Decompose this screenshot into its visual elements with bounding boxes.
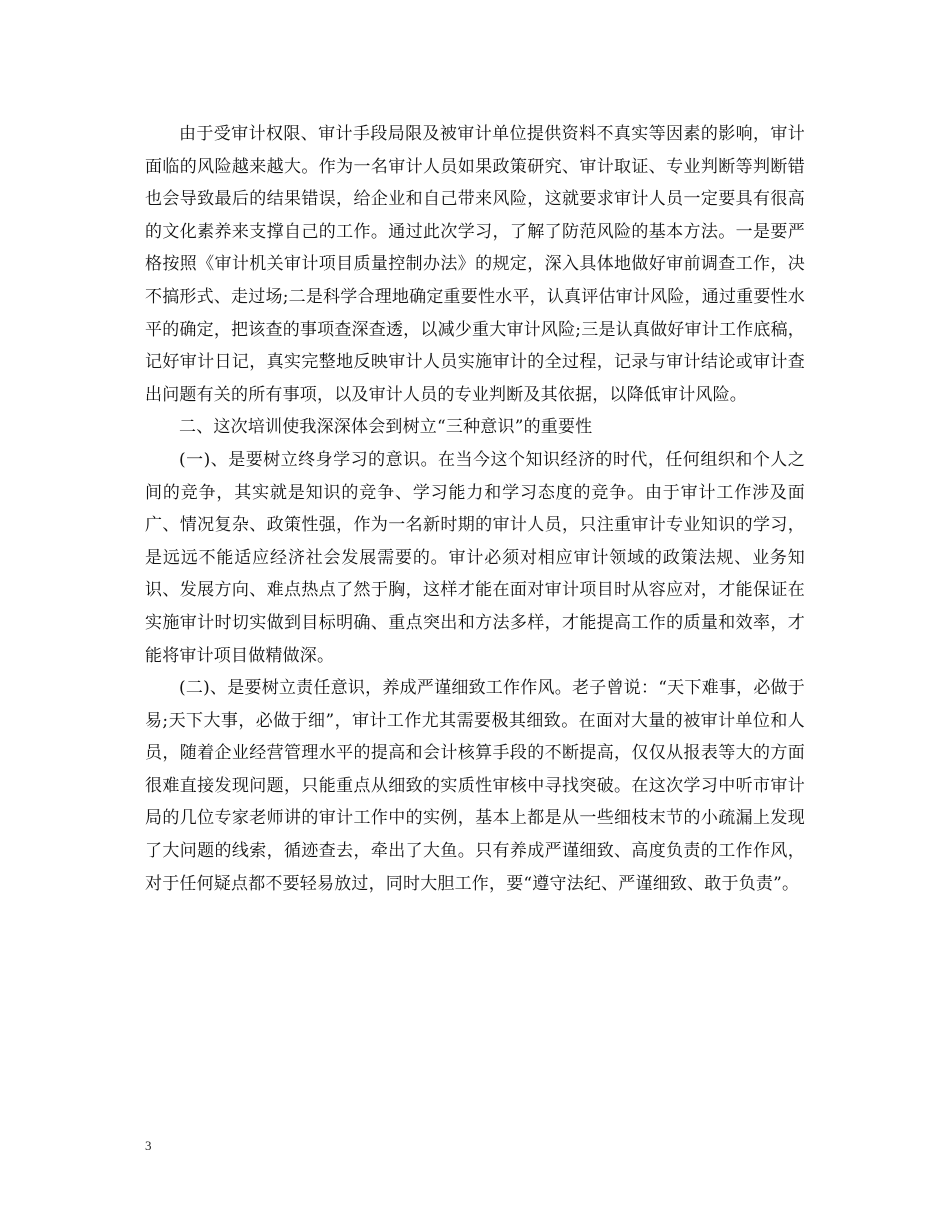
paragraph-lifelong-learning: (一)、是要树立终身学习的意识。在当今这个知识经济的时代，任何组织和个人之间的竞争，其实就是知识的竞争、学习能力和学习态度的竞争。由于审计工作涉及面广、情况复杂、政策性强，作为一名新时期的审计人员，只注重审计专业知识的学习，是远远不能适应经济社会发展需要的。审计必须对相应审计领域的政策法规、业务知识、发展方向、难点热点了然于胸，这样才能在面对审计项目时从容应对，才能保证在实施审计时切实做到目标明确、重点突出和方法多样，才能提高工作的质量和效率，才能将审计项目做精做深。 (145, 449, 805, 666)
section-heading-three-awareness: 二、这次培训使我深深体会到树立“三种意识”的重要性 (179, 417, 593, 438)
paragraph-responsibility: (二)、是要树立责任意识，养成严谨细致工作作风。老子曾说：“天下难事，必做于易;天下大事，必做于细”，审计工作尤其需要极其细致。在面对大量的被审计单位和人员，随着企业经营管理水平的提高和会计核算手段的不断提高，仅仅从报表等大的方面很难直接发现问题，只能重点从细致的实质性审核中寻找突破。在这次学习中听市审计局的几位专家老师讲的审计工作中的实例，基本上都是从一些细枝末节的小疏漏上发现了大问题的线索，循迹查去，牵出了大鱼。只有养成严谨细致、高度负责的工作作风，对于任何疑点都不要轻易放过，同时大胆工作，要“遵守法纪、严谨细致、敢于负责”。 (145, 678, 805, 894)
document-body (145, 118, 805, 900)
page-number: 3 (145, 1138, 152, 1153)
paragraph-audit-risk: 由于受审计权限、审计手段局限及被审计单位提供资料不真实等因素的影响，审计面临的风险越来越大。作为一名审计人员如果政策研究、审计取证、专业判断等判断错也会导致最后的结果错误，给企业和自己带来风险，这就要求审计人员一定要具有很高的文化素养来支撑自己的工作。通过此次学习，了解了防范风险的基本方法。一是要严格按照《审计机关审计项目质量控制办法》的规定，深入具体地做好审前调查工作，决不搞形式、走过场;二是科学合理地确定重要性水平，认真评估审计风险，通过重要性水平的确定，把该查的事项查深查透，以减少重大审计风险;三是认真做好审计工作底稿，记好审计日记，真实完整地反映审计人员实施审计的全过程，记录与审计结论或审计查出问题有关的所有事项，以及审计人员的专业判断及其依据，以降低审计风险。 (145, 124, 805, 405)
